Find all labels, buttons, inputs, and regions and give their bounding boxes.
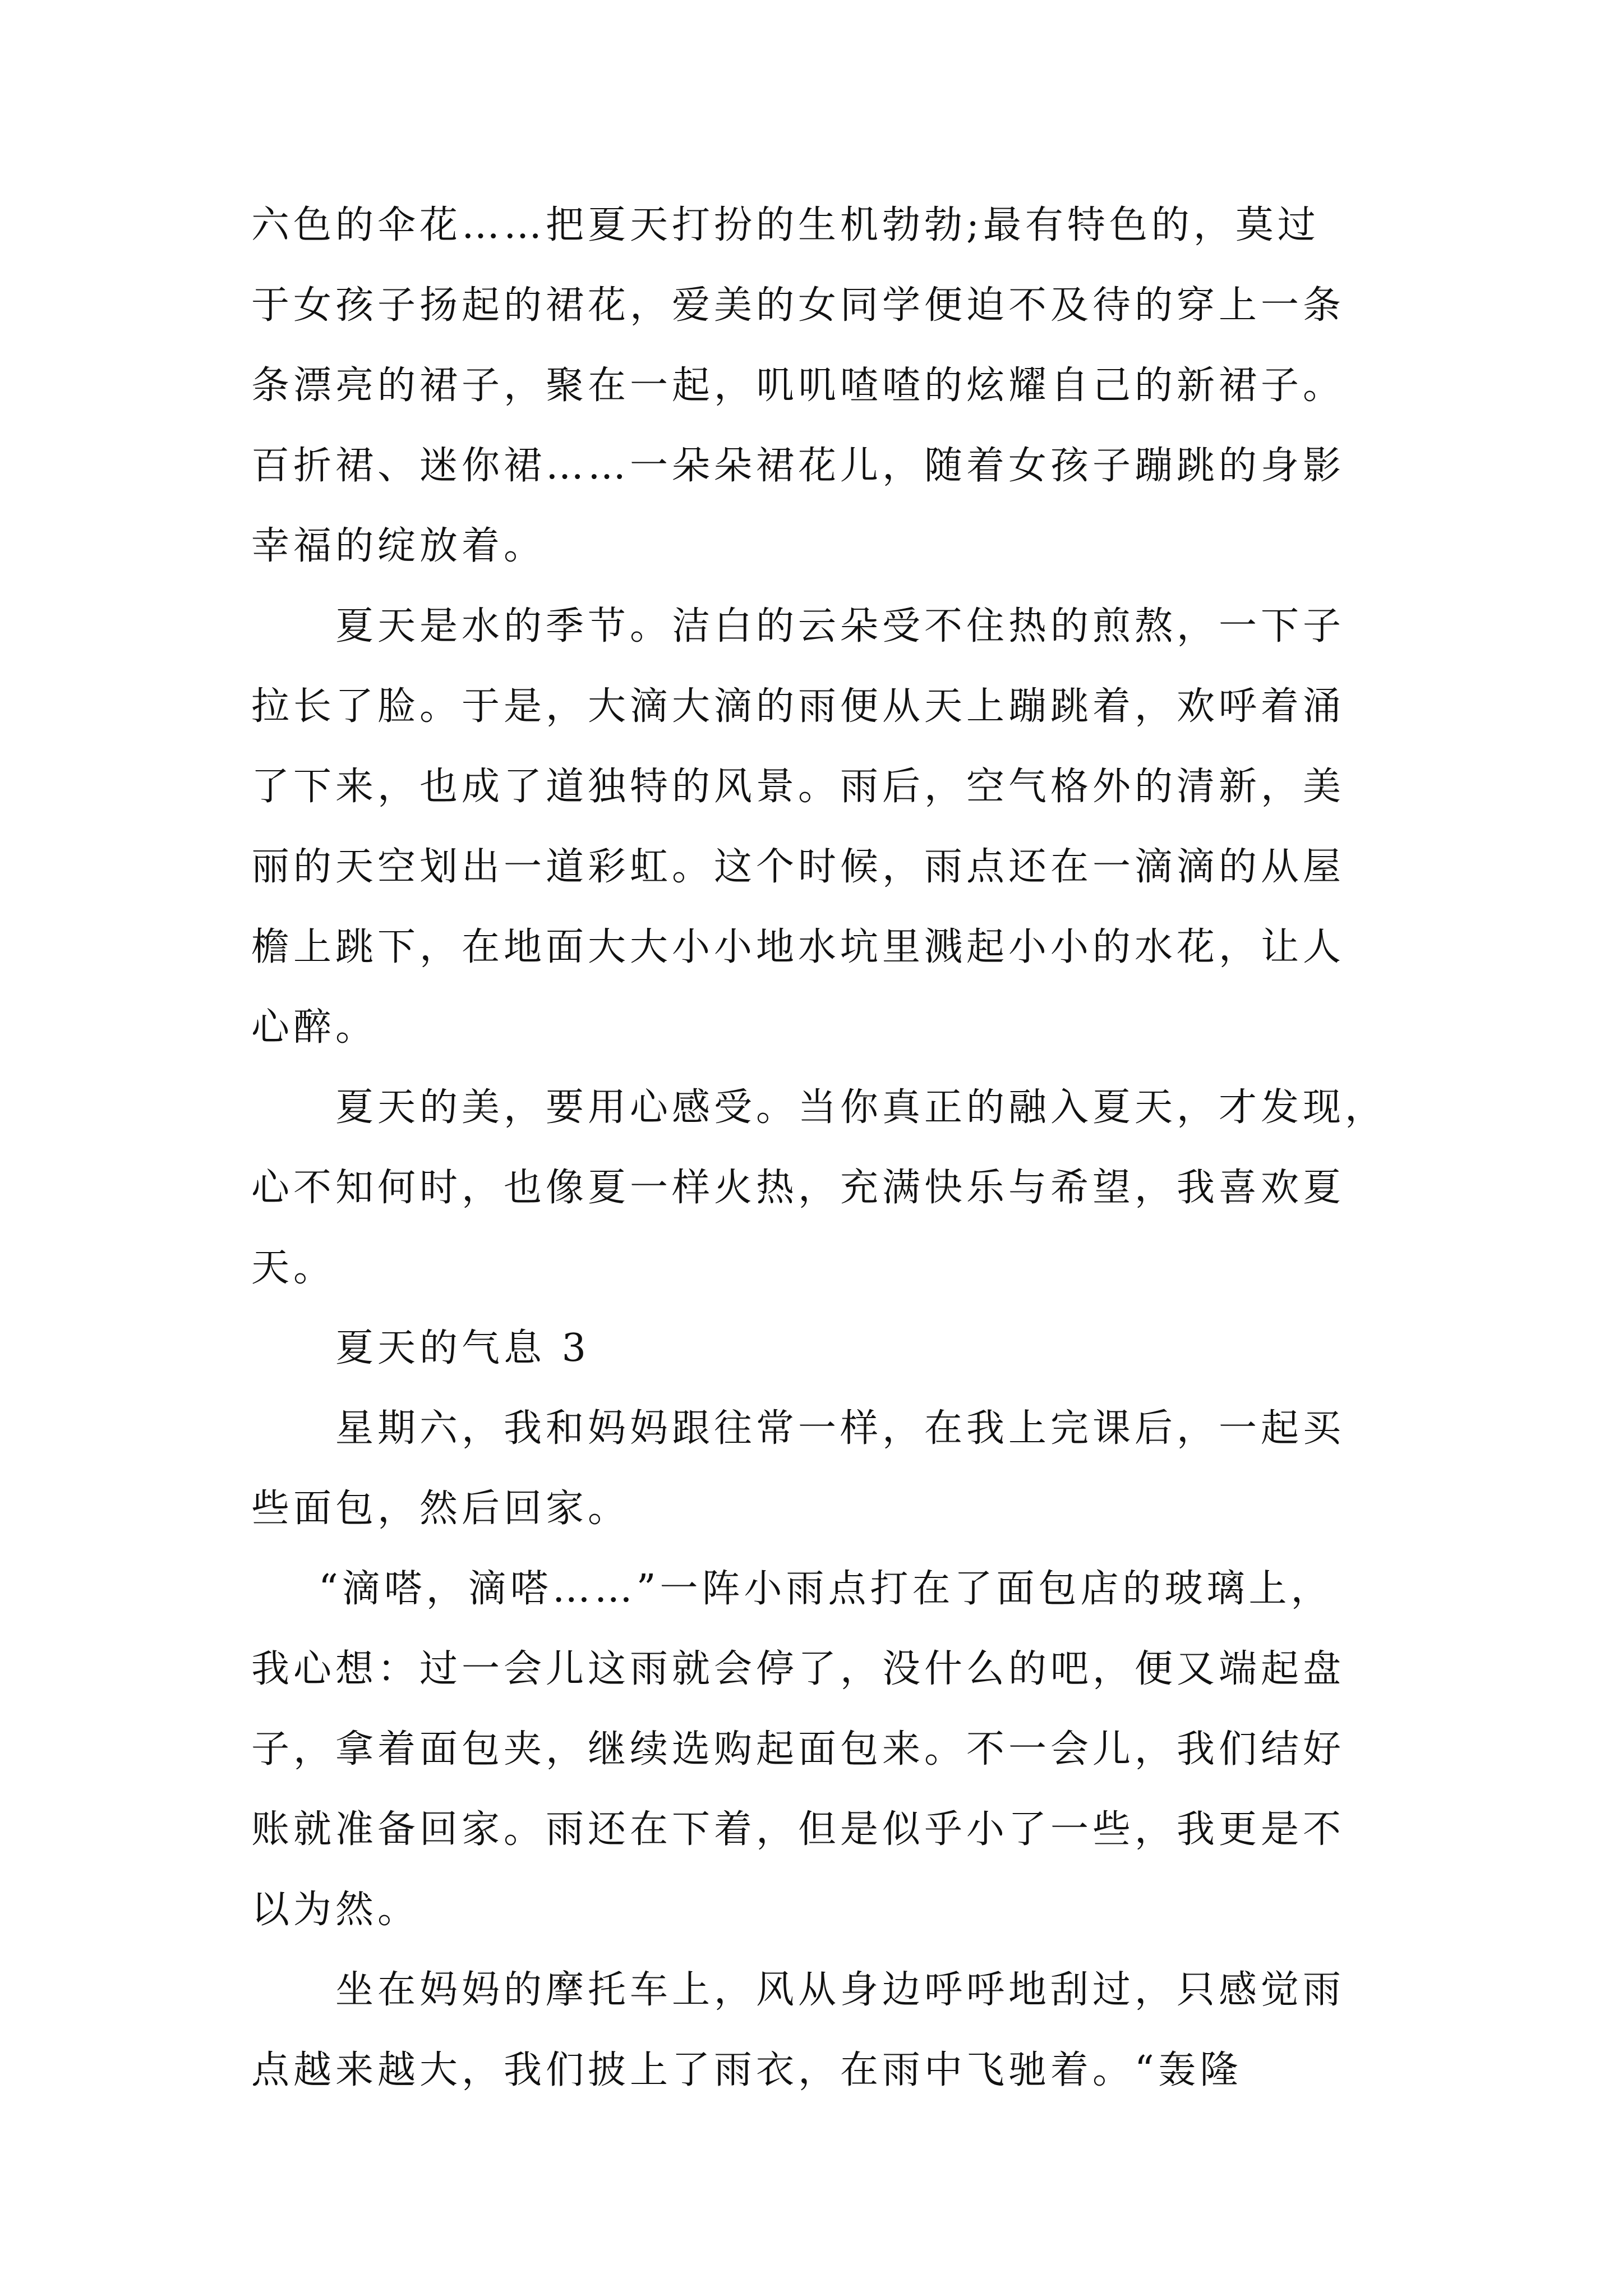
text-line: 账就准备回家。雨还在下着，但是似乎小了一些，我更是不 bbox=[251, 1807, 1345, 1852]
text-line: 六色的伞花……把夏天打扮的生机勃勃;最有特色的，莫过 bbox=[251, 203, 1320, 247]
text-line: 天。 bbox=[251, 1246, 336, 1290]
paragraph-start-line: 夏天的美，要用心感受。当你真正的融入夏天，才发现， bbox=[335, 1085, 1387, 1130]
text-line: 条漂亮的裙子，聚在一起，叽叽喳喳的炫耀自己的新裙子。 bbox=[251, 364, 1345, 408]
text-line: 檐上跳下，在地面大大小小地水坑里溅起小小的水花，让人 bbox=[251, 925, 1345, 969]
paragraph-start-line: 夏天是水的季节。洁白的云朵受不住热的煎熬，一下子 bbox=[335, 604, 1345, 648]
text-line: 以为然。 bbox=[251, 1888, 420, 1932]
text-line: 幸福的绽放着。 bbox=[251, 524, 546, 568]
section-heading: 夏天的气息 3 bbox=[335, 1326, 590, 1370]
text-line: 点越来越大，我们披上了雨衣，在雨中飞驰着。“轰隆 bbox=[251, 2048, 1242, 2092]
text-line: 百折裙、迷你裙……一朵朵裙花儿，随着女孩子蹦跳的身影 bbox=[251, 444, 1345, 488]
document-body bbox=[251, 185, 1395, 2110]
paragraph-start-line: 星期六，我和妈妈跟往常一样，在我上完课后，一起买 bbox=[335, 1406, 1345, 1451]
text-line: 子，拿着面包夹，继续选购起面包来。不一会儿，我们结好 bbox=[251, 1727, 1345, 1772]
text-line: 拉长了脸。于是，大滴大滴的雨便从天上蹦跳着，欢呼着涌 bbox=[251, 684, 1345, 729]
text-line: 了下来，也成了道独特的风景。雨后，空气格外的清新，美 bbox=[251, 765, 1345, 809]
paragraph-start-line: 坐在妈妈的摩托车上，风从身边呼呼地刮过，只感觉雨 bbox=[335, 1968, 1345, 2012]
text-line: 心醉。 bbox=[251, 1005, 378, 1050]
paragraph-start-line: “滴嗒，滴嗒……”一阵小雨点打在了面包店的玻璃上， bbox=[319, 1567, 1333, 1611]
text-line: 我心想：过一会儿这雨就会停了，没什么的吧，便又端起盘 bbox=[251, 1647, 1345, 1691]
text-line: 丽的天空划出一道彩虹。这个时候，雨点还在一滴滴的从屋 bbox=[251, 845, 1345, 889]
text-line: 些面包，然后回家。 bbox=[251, 1487, 630, 1531]
text-line: 心不知何时，也像夏一样火热，充满快乐与希望，我喜欢夏 bbox=[251, 1166, 1345, 1210]
text-line: 于女孩子扬起的裙花，爱美的女同学便迫不及待的穿上一条 bbox=[251, 283, 1345, 328]
